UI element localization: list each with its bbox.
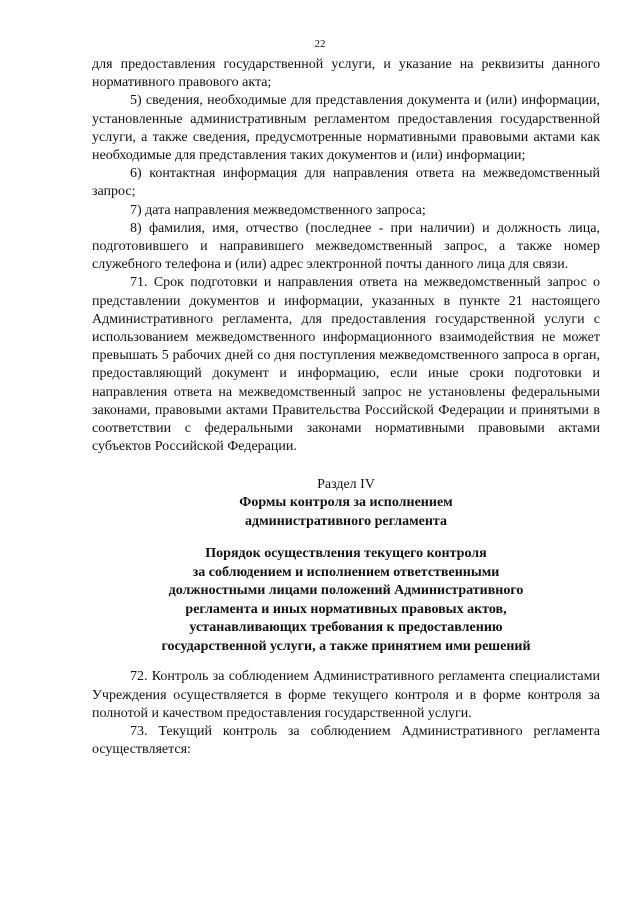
paragraph-72: 72. Контроль за соблюдением Административного регламента специалистами Учреждения осуществляется в форме текущего контроля и в форме контроля за полнотой и качеством предоставления государственной услуги. bbox=[92, 669, 600, 721]
subtitle-line-2: за соблюдением и исполнением ответственными bbox=[192, 564, 500, 580]
paragraph-item-6: 6) контактная информация для направления ответа на межведомственный запрос; bbox=[92, 166, 600, 200]
subtitle-line-6: государственной услуги, а также принятием ими решений bbox=[161, 638, 531, 654]
paragraph-item-5: 5) сведения, необходимые для представления документа и (или) информации, установленные административным регламентом предоставления государственной услуги, а также сведения, предусмотренные нормативными правовыми актами как необходимые для представления таких документов и (или) информации; bbox=[92, 93, 600, 164]
page-number: 22 bbox=[314, 38, 326, 50]
paragraph-item-7: 7) дата направления межведомственного запроса; bbox=[130, 202, 426, 218]
paragraph-71: 71. Срок подготовки и направления ответа на межведомственный запрос о представлении документов и информации, указанных в пункте 21 настоящего Административного регламента, для предоставления государственной услуги с использованием межведомственного информационного взаимодействия не может превышать 5 рабочих дней со дня поступления межведомственного запроса в орган, предоставляющий документ и информацию, если иные сроки подготовки и направления ответа на межведомственный запрос не установлены федеральными законами, правовыми актами Правительства Российской Федерации и принятыми в соответствии с федеральными законами нормативными правовыми актами субъектов Российской Федерации. bbox=[92, 275, 600, 455]
document-body bbox=[92, 56, 600, 759]
subtitle-line-1: Порядок осуществления текущего контроля bbox=[205, 546, 487, 562]
section-label: Раздел IV bbox=[317, 477, 375, 493]
paragraph-item-8: 8) фамилия, имя, отчество (последнее - при наличии) и должность лица, подготовившего и направившего межведомственный запрос, а также номер служебного телефона и (или) адрес электронной почты данного лица для связи. bbox=[92, 220, 600, 273]
subtitle-line-3: должностными лицами положений Административного bbox=[168, 583, 524, 599]
subtitle-line-5: устанавливающих требования к предоставлению bbox=[189, 620, 503, 636]
section-title-line-2: административного регламента bbox=[245, 513, 447, 529]
subtitle-line-4: регламента и иных нормативных правовых актов, bbox=[185, 601, 507, 617]
section-title-line-1: Формы контроля за исполнением bbox=[239, 495, 453, 511]
paragraph-continuation: для предоставления государственной услуги, и указание на реквизиты данного нормативного правового акта; bbox=[92, 57, 600, 91]
paragraph-73: 73. Текущий контроль за соблюдением Административного регламента осуществляется: bbox=[92, 724, 600, 758]
